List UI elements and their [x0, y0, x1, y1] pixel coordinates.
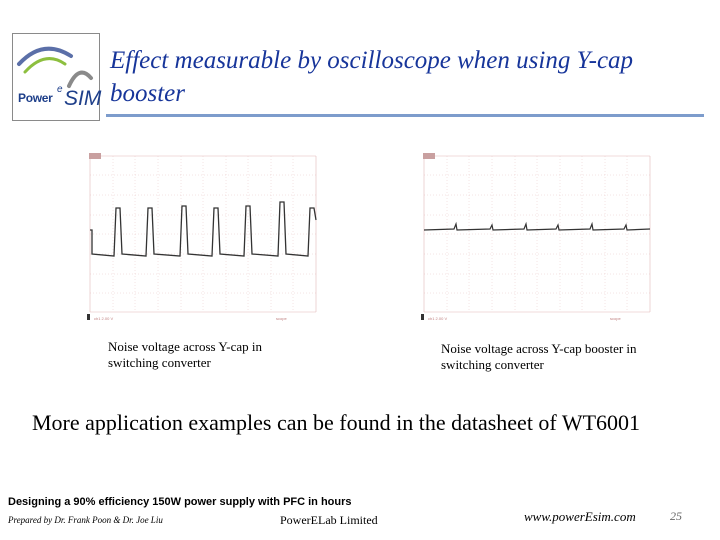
oscilloscope-image-left	[86, 150, 318, 322]
datasheet-note: More application examples can be found in the datasheet of WT6001	[32, 410, 641, 435]
slide-title: Effect measurable by oscilloscope when using Y-cap booster	[110, 47, 634, 107]
svg-text:ch1 2.00 V: ch1 2.00 V	[94, 316, 114, 321]
title-divider	[106, 114, 704, 117]
svg-text:scope: scope	[610, 316, 621, 321]
logo	[12, 33, 100, 121]
svg-text:scope: scope	[276, 316, 287, 321]
logo-e-text: e	[57, 84, 63, 95]
footer-prepared-by: Prepared by Dr. Frank Poon & Dr. Joe Liu	[8, 515, 163, 525]
footer-course-title: Designing a 90% efficiency 150W power supply with PFC in hours	[8, 496, 352, 508]
figure-caption-left: Noise voltage across Y-cap in switching converter	[108, 339, 263, 370]
footer-url-link[interactable]: www.powerEsim.com	[524, 509, 636, 524]
figure-caption-right: Noise voltage across Y-cap booster in switching converter	[441, 341, 637, 372]
logo-sim-text: SIM	[64, 87, 102, 110]
page-number: 25	[670, 509, 682, 523]
logo-power-text: Power	[18, 91, 53, 105]
footer-lab-name: PowerELab Limited	[280, 513, 378, 527]
oscilloscope-image-right	[420, 150, 652, 322]
svg-text:ch1 2.00 V: ch1 2.00 V	[428, 316, 448, 321]
